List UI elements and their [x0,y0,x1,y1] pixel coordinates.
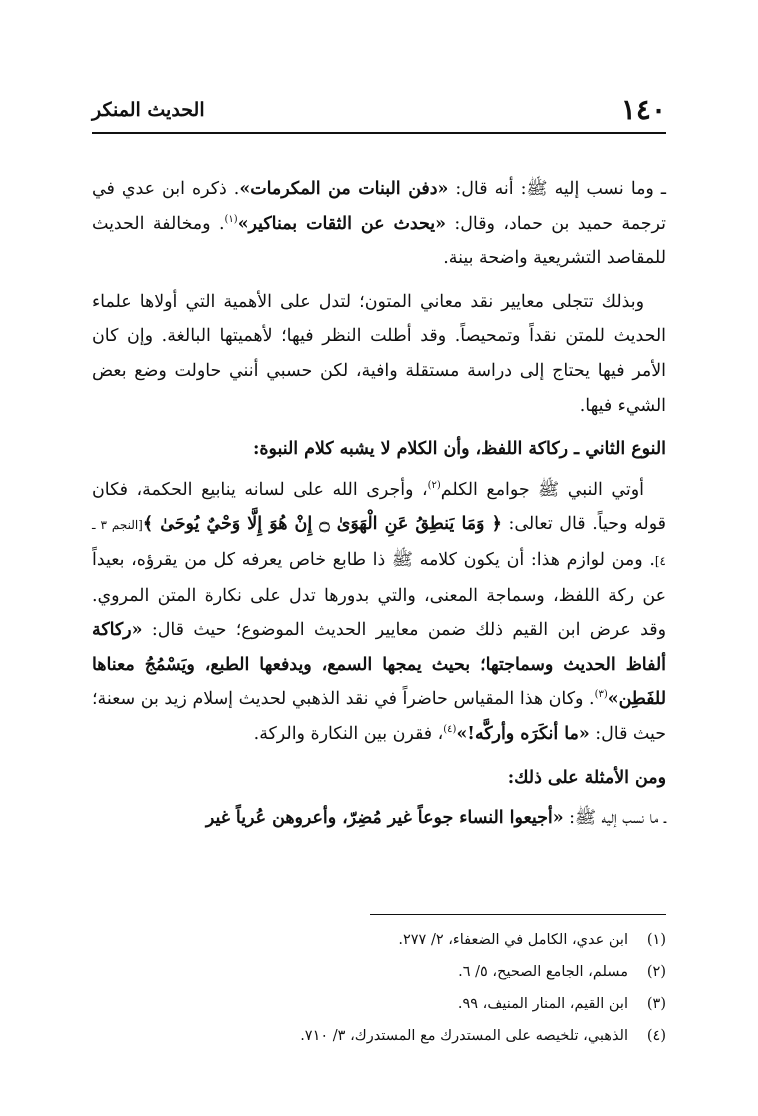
footnote-text: ابن عدي، الكامل في الضعفاء، ٢/ ٢٧٧. [398,932,628,948]
footnote-text: مسلم، الجامع الصحيح، ٥/ ٦. [458,964,628,980]
quote: «دفن البنات من المكرمات» [239,179,449,199]
main-text [92,172,666,845]
footnote [92,1020,666,1052]
paragraph-1 [92,172,666,276]
footnotes [92,924,666,1052]
verse-reference: [النجم ٣ ـ ٤] [92,518,666,568]
page-number: ١٤٠ [620,93,666,126]
footnote-text: ابن القيم، المنار المنيف، ٩٩. [457,996,628,1012]
text-span: ـ وما نسب إليه ﷺ: أنه قال: [448,179,666,199]
quote: «أجيعوا النساء جوعاً غير مُضِرّ، وأعروهن عُرياً غير [205,808,564,829]
footnote [92,956,666,988]
footnote-number: (٤) [646,1028,666,1044]
footnote-marker: (١) [224,213,238,225]
footnote-number: (٣) [646,996,666,1012]
text-span: ، وأجرى الله على لسانه ينابيع الحكمة، فكان قوله وحياً. قال تعالى: [92,479,666,535]
text-span: ـ ما نسب إليه ﷺ: [563,808,666,829]
header-rule [92,132,666,134]
quran-verse: ﴿ وَمَا يَنطِقُ عَنِ الْهَوَىٰ ۝ إِنْ هُوَ إِلَّا وَحْيٌ يُوحَىٰ ﴾ [142,514,502,535]
section-heading: النوع الثاني ـ ركاكة اللفظ، وأن الكلام لا يشبه كلام النبوة: [252,439,666,460]
paragraph-3 [92,473,666,752]
text-span: . ومن لوازم هذا: أن يكون كلامه ﷺ ذا طابع خاص يعرفه كل من يقرؤه، بعيداً عن ركة اللفظ، وسماجة المعنى، والتي بدورها تدل على نكارة المتن المروي. وقد عرض ابن القيم ذلك ضمن معايير الحديث الموضوع؛ حيث قال: [92,549,666,641]
footnote-rule [370,914,666,915]
text-span: ، فقرن بين النكارة والركة. [253,723,444,744]
text-span: . ومخالفة الحديث للمقاصد التشريعية واضحة بينة. [92,213,666,269]
text-span: . وكان هذا المقياس حاضراً في نقد الذهبي لحديث إسلام زيد بن سعنة؛ حيث قال: [92,689,666,744]
quote: «ما أنكَرَه وأركَّه!» [456,723,590,744]
text-span: . ذكره ابن عدي في ترجمة حميد بن حماد، وقال: [92,179,666,234]
examples-heading: ومن الأمثلة على ذلك: [507,767,666,788]
footnote [92,988,666,1020]
paragraph-5 [92,801,666,836]
footnote-marker: (٢) [427,479,441,491]
page-header [92,92,666,128]
footnote-marker: (٤) [443,724,457,736]
text-span: أوتي النبي ﷺ جوامع الكلم [440,479,644,500]
quote: «ركاكة ألفاظ الحديث وسماجتها؛ بحيث يمجها السمع، ويدفعها الطبع، ويَسْمُجُ معناها للفَطِن» [92,620,666,710]
footnote [92,924,666,956]
quote: «يحدث عن الثقات بمناكير» [237,213,446,234]
footnote-number: (٢) [646,964,666,980]
footnote-number: (١) [646,932,666,948]
running-title: الحديث المنكر [92,99,205,121]
footnote-text: الذهبي، تلخيصه على المستدرك مع المستدرك، ٣/ ٧١٠. [300,1028,628,1044]
paragraph-2: وبذلك تتجلى معايير نقد معاني المتون؛ لتدل على الأهمية التي أولاها علماء الحديث للمتن نقداً وتمحيصاً. وقد أطلت النظر فيها؛ لأهميتها البالغة. وإن كان الأمر فيها يحتاج إلى دراسة مستقلة وافية، لكن حسبي أنني حاولت وضع بعض الشيء فيها. [92,291,666,416]
footnote-marker: (٣) [594,689,608,701]
